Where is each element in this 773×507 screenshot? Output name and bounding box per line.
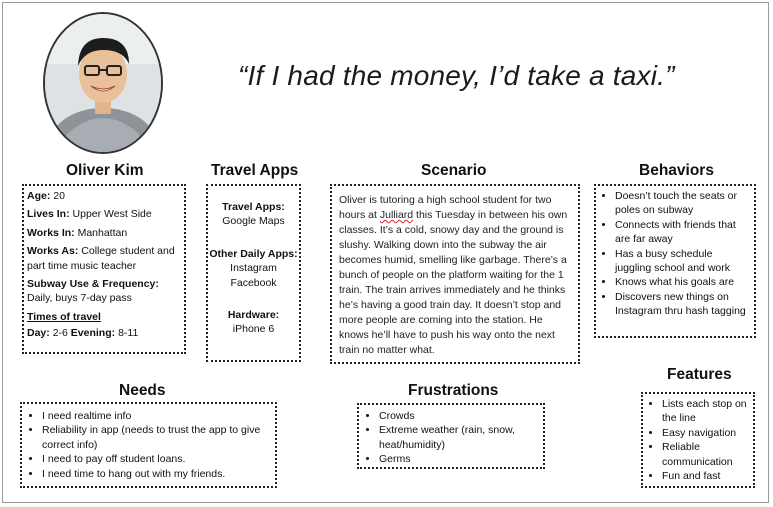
need-item: • Reliability in app (needs to trust the app to give correct info): [42, 423, 271, 452]
times-label: Times of travel: [27, 310, 101, 323]
travel-app-item: Google Maps: [222, 215, 285, 228]
evening-label: Evening:: [70, 327, 116, 340]
other-app-item: Instagram: [230, 262, 277, 275]
need-item: • I need realtime info: [42, 409, 271, 423]
feature-item: • Lists each stop on the line: [662, 397, 750, 426]
behavior-item: • Has a busy schedule juggling school and work: [615, 247, 751, 276]
other-app-item: Facebook: [230, 276, 277, 289]
hardware-label: Hardware:: [227, 309, 280, 322]
subway-value: Daily, buys 7-day pass: [27, 292, 132, 305]
persona-name: Oliver Kim: [66, 162, 144, 179]
lives-label: Lives In:: [27, 208, 70, 221]
scenario-text-start: Oliver is tutoring a high school student for two hours at: [339, 194, 552, 221]
works-as-label: Works As:: [27, 245, 79, 258]
works-as-value: College student and part time music teacher: [27, 245, 175, 272]
features-heading: Features: [667, 366, 732, 383]
travel-apps-group: [208, 200, 299, 229]
frustrations-list: [363, 409, 539, 467]
features-box: [641, 392, 755, 488]
day-evening-row: [27, 326, 181, 340]
behaviors-heading: Behaviors: [639, 162, 714, 179]
travel-apps-box: [206, 184, 301, 362]
behaviors-box: [594, 184, 756, 338]
scenario-misspelled-word: Julliard: [379, 209, 414, 221]
needs-heading: Needs: [119, 382, 166, 399]
frustration-item: • Extreme weather (rain, snow, heat/humidity): [379, 423, 539, 452]
feature-item: • Reliable communication: [662, 440, 750, 469]
feature-item: • Fun and fast: [662, 469, 750, 483]
works-in-row: [27, 226, 181, 240]
other-apps-group: [208, 247, 299, 290]
frustration-item: • Germs: [379, 452, 539, 466]
travel-apps-heading: Travel Apps: [211, 162, 299, 179]
frustrations-heading: Frustrations: [408, 382, 499, 399]
profile-box: [22, 184, 186, 354]
scenario-box: [330, 184, 580, 364]
day-value: 2-6: [52, 327, 68, 340]
persona-photo: [43, 12, 163, 154]
frustrations-box: [357, 403, 545, 469]
subway-row: [27, 277, 181, 306]
behavior-item: • Knows what his goals are: [615, 275, 751, 289]
need-item: • I need to pay off student loans.: [42, 452, 271, 466]
subway-label: Subway Use & Frequency:: [27, 278, 159, 291]
frustration-item: • Crowds: [379, 409, 539, 423]
needs-list: [26, 409, 271, 481]
behavior-item: • Connects with friends that are far away: [615, 218, 751, 247]
person-avatar-illustration: [45, 14, 161, 152]
evening-value: 8-11: [118, 327, 139, 340]
day-label: Day:: [27, 327, 50, 340]
behaviors-list: [599, 189, 751, 319]
age-row: [27, 189, 181, 203]
behavior-item: • Doesn’t touch the seats or poles on subway: [615, 189, 751, 218]
lives-row: [27, 207, 181, 221]
features-list: [646, 397, 750, 483]
scenario-heading: Scenario: [421, 162, 487, 179]
behavior-item: • Discovers new things on Instagram thru hash tagging: [615, 290, 751, 319]
need-item: • I need time to hang out with my friends.: [42, 467, 271, 481]
works-as-row: [27, 244, 181, 273]
travel-apps-label: Travel Apps:: [222, 201, 285, 213]
other-apps-label: Other Daily Apps:: [209, 247, 298, 260]
scenario-text-end: this Tuesday in between his own classes. It’s a cold, snowy day and the ground is slushy. Walking down into the subway the air becomes humid, smelling like garbage. There’s a bunch of people on the platform waiting for the 1 train. The train arrives immediately and he thinks he’s having a good train day. It doesn’t stop and more people are coming into the station. He knows he’ll have to push his way onto the next train no matter what.: [339, 209, 568, 356]
persona-quote: “If I had the money, I’d take a taxi.”: [238, 60, 675, 91]
lives-value: Upper West Side: [72, 208, 152, 221]
age-value: 20: [53, 190, 65, 202]
feature-item: • Easy navigation: [662, 426, 750, 440]
hardware-item: iPhone 6: [232, 323, 275, 336]
hardware-group: [208, 308, 299, 337]
needs-box: [20, 402, 277, 488]
age-label: Age:: [27, 190, 51, 202]
times-row: [27, 310, 181, 324]
works-in-label: Works In:: [27, 226, 75, 239]
works-in-value: Manhattan: [77, 226, 128, 239]
